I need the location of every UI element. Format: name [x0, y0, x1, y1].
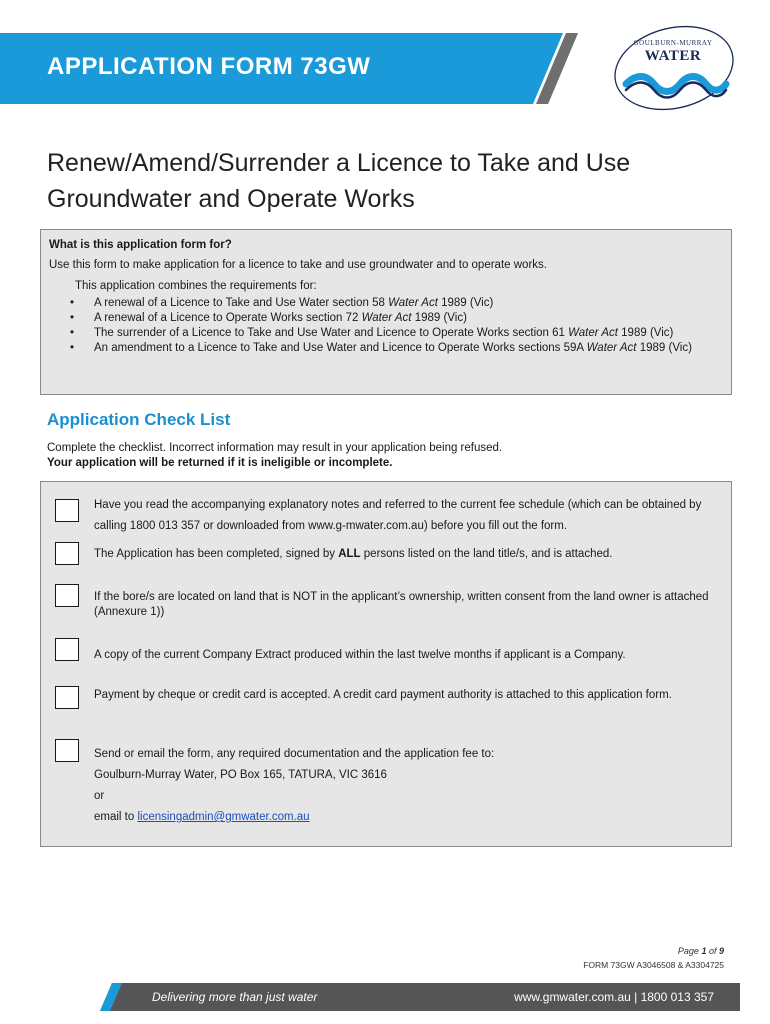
checkbox-notes-read[interactable] — [55, 499, 79, 522]
document-title — [47, 145, 747, 217]
checkbox-landowner-consent[interactable] — [55, 584, 79, 607]
act-name: Water Act — [568, 327, 618, 339]
page-current: 1 — [701, 946, 707, 956]
form-reference: FORM 73GW A3046508 & A3304725 — [583, 960, 724, 970]
requirement-text: A renewal of a Licence to Take and Use Water section 58 — [94, 297, 389, 309]
act-name: Water Act — [586, 342, 637, 354]
requirement-item — [49, 326, 723, 341]
requirement-year: 1989 (Vic) — [437, 297, 494, 309]
intro-paragraph: Use this form to make application for a licence to take and use groundwater and to operate works. — [49, 259, 547, 271]
requirement-year: 1989 (Vic) — [617, 327, 674, 339]
email-prefix: email to — [94, 811, 138, 823]
checklist-item-completed — [94, 547, 724, 562]
requirements-intro: This application combines the requirements for: — [75, 280, 317, 292]
footer-contact: www.gmwater.com.au | 1800 013 357 — [514, 990, 714, 1004]
document-title-line2: Groundwater and Operate Works — [47, 185, 415, 213]
checklist-item-send — [94, 744, 724, 828]
logo-small-text: GOULBURN-MURRAY — [633, 39, 713, 47]
requirement-item — [49, 296, 723, 311]
checkbox-company-extract[interactable] — [55, 638, 79, 661]
email-line — [94, 807, 724, 828]
checkbox-application-completed[interactable] — [55, 542, 79, 565]
requirement-text: A renewal of a Licence to Operate Works section 72 — [94, 312, 362, 324]
requirement-item — [49, 341, 723, 356]
header-banner — [0, 33, 578, 104]
intro-box — [40, 229, 732, 395]
page-of: of — [706, 946, 719, 956]
or-text: or — [94, 790, 105, 802]
checklist-item-company: A copy of the current Company Extract produced within the last twelve months if applicant is a Company. — [94, 649, 626, 661]
checklist-item-text: The Application has been completed, signed by — [94, 548, 339, 560]
page-total: 9 — [718, 946, 724, 956]
requirement-text: The surrender of a Licence to Take and Use Water and Licence to Operate Works section 61 — [94, 327, 569, 339]
document-title-line1: Renew/Amend/Surrender a Licence to Take and Use — [47, 149, 631, 177]
requirement-year: 1989 (Vic) — [636, 342, 692, 354]
logo-graphic — [608, 24, 738, 112]
gmw-logo — [608, 24, 738, 112]
checklist-heading: Application Check List — [47, 410, 231, 429]
footer-tagline: Delivering more than just water — [152, 990, 318, 1004]
footer-bar — [100, 983, 740, 1011]
requirements-list — [49, 296, 723, 356]
checklist-subtext: Complete the checklist. Incorrect information may result in your application being refused. — [47, 442, 503, 454]
checkbox-payment[interactable] — [55, 686, 79, 709]
checklist-item-emphasis: ALL — [338, 548, 361, 560]
logo-word: WATER — [644, 48, 702, 64]
checklist-item-payment: Payment by cheque or credit card is accepted. A credit card payment authority is attached to this application form. — [94, 689, 672, 701]
requirement-text: An amendment to a Licence to Take and Use Water and Licence to Operate Works sections 59A — [94, 342, 587, 354]
checkbox-send-form[interactable] — [55, 739, 79, 762]
checklist-item-text-end: persons listed on the land title/s, and is attached. — [360, 548, 613, 560]
checklist-box — [40, 481, 732, 847]
requirement-year: 1989 (Vic) — [411, 312, 467, 324]
checklist-item-notes: Have you read the accompanying explanatory notes and referred to the current fee schedule (which can be obtained by calling 1800 013 357 or downloaded from www.g-mwater.com.au) before you fill out the form. — [94, 499, 702, 532]
form-title: APPLICATION FORM 73GW — [47, 53, 371, 80]
page-label: Page — [677, 946, 702, 956]
act-name: Water Act — [388, 297, 438, 309]
postal-address: Goulburn-Murray Water, PO Box 165, TATURA, VIC 3616 — [94, 769, 387, 781]
requirement-item — [49, 311, 723, 326]
checklist-item-consent: If the bore/s are located on land that is NOT in the applicant’s ownership, written consent from the land owner is attached (Annexure 1)) — [94, 591, 709, 618]
intro-question: What is this application form for? — [49, 239, 232, 251]
act-name: Water Act — [361, 312, 412, 324]
checklist-warning: Your application will be returned if it is ineligible or incomplete. — [47, 457, 393, 469]
send-instructions: Send or email the form, any required documentation and the application fee to: — [94, 748, 495, 760]
page-number — [678, 946, 724, 956]
email-link[interactable]: licensingadmin@gmwater.com.au — [137, 811, 310, 823]
